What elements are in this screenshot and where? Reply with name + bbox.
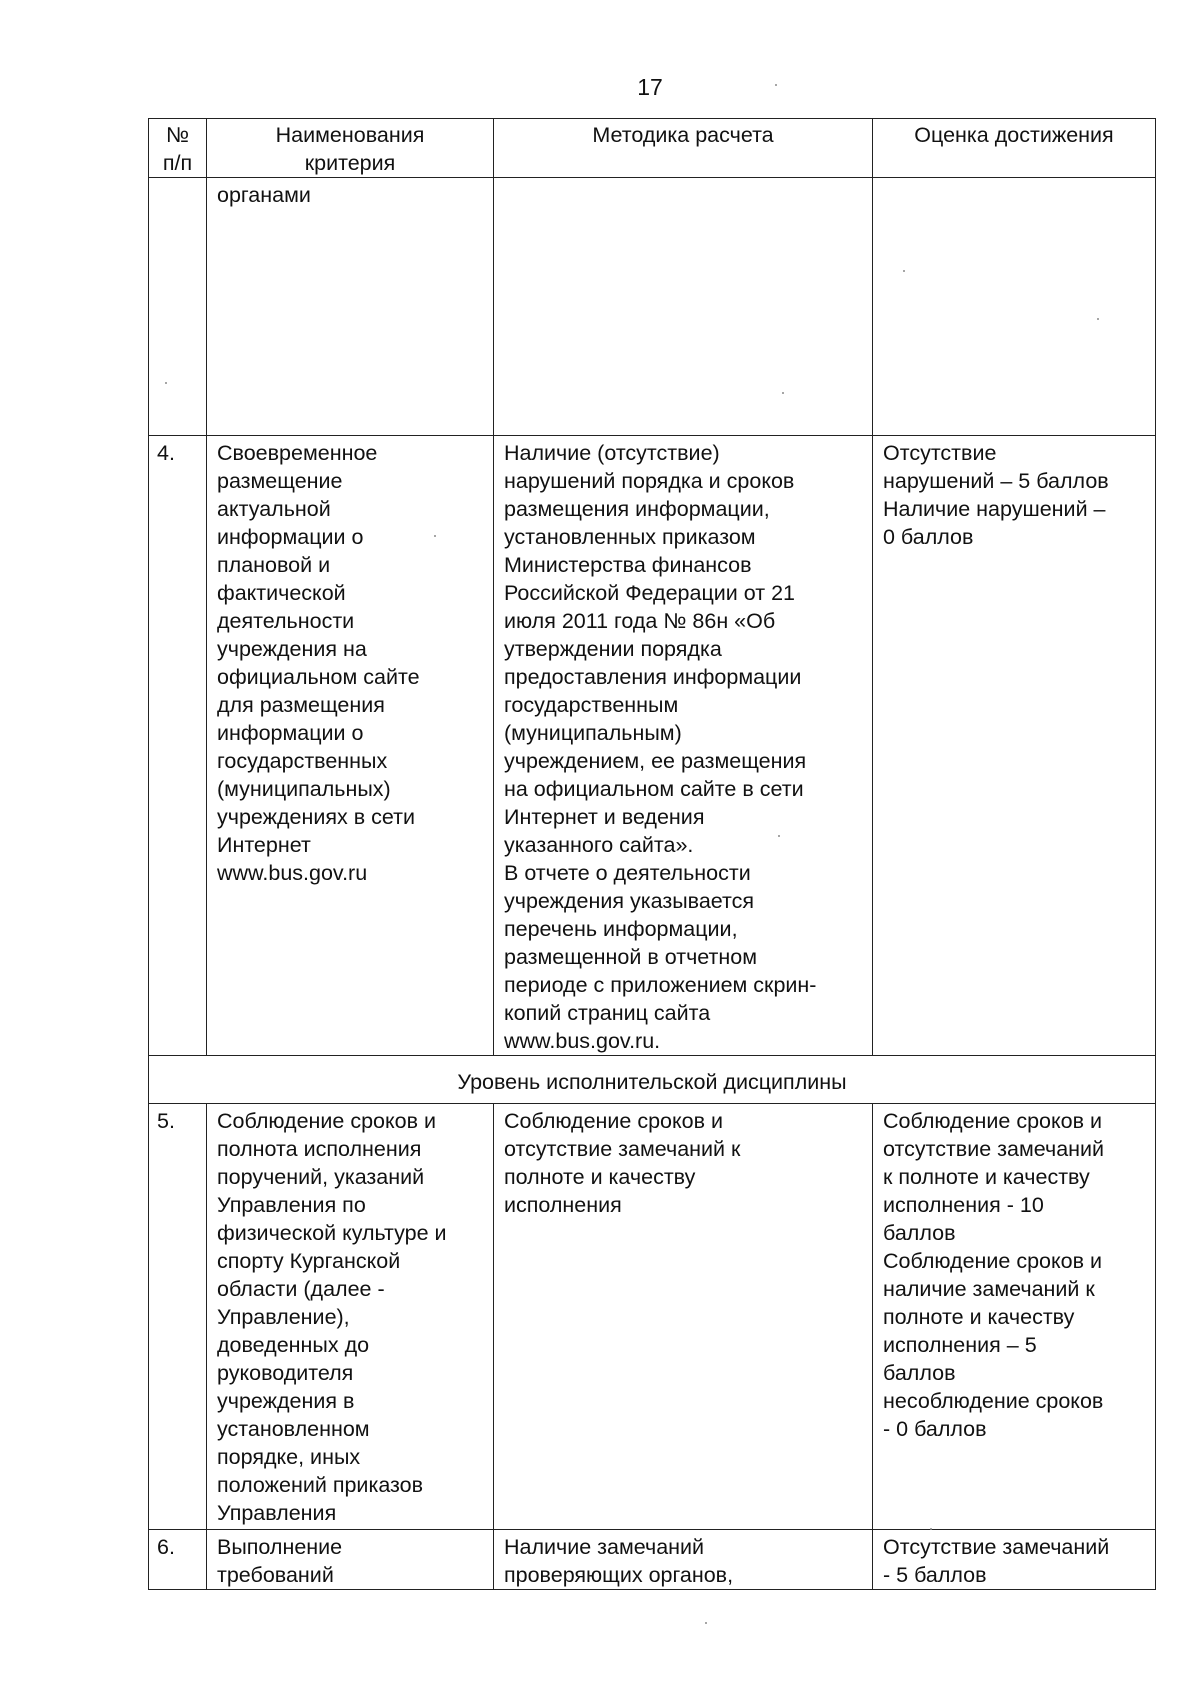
scan-speck bbox=[782, 392, 784, 394]
scan-speck bbox=[1097, 318, 1099, 320]
row-method bbox=[494, 178, 873, 436]
scan-speck bbox=[705, 1622, 707, 1624]
header-method: Методика расчета bbox=[494, 119, 873, 178]
page-number: 17 bbox=[637, 74, 663, 100]
header-score: Оценка достижения bbox=[873, 119, 1156, 178]
scan-speck bbox=[778, 835, 780, 837]
row-score: Соблюдение сроков и отсутствие замечаний к полноте и качеству исполнения - 10 баллов Соблюдение сроков и наличие замечаний к полноте и качеству исполнения – 5 баллов несоблюдение сроков - 0 баллов bbox=[873, 1104, 1156, 1530]
scan-speck bbox=[903, 270, 905, 272]
table-row bbox=[149, 436, 1156, 1056]
scan-speck bbox=[434, 535, 436, 537]
table-row bbox=[149, 1530, 1156, 1590]
row-method: Соблюдение сроков и отсутствие замечаний к полноте и качеству исполнения bbox=[494, 1104, 873, 1530]
row-criterion: органами bbox=[207, 178, 494, 436]
row-score bbox=[873, 178, 1156, 436]
table-row bbox=[149, 1104, 1156, 1530]
row-criterion: Своевременное размещение актуальной информации о плановой и фактической деятельности учреждения на официальном сайте для размещения информации о государственных (муниципальных) учреждениях в сети Интернет www.bus.gov.ru bbox=[207, 436, 494, 1056]
row-number: 6. bbox=[149, 1530, 207, 1590]
row-score: Отсутствие замечаний - 5 баллов bbox=[873, 1530, 1156, 1590]
table-row bbox=[149, 178, 1156, 436]
table-header-row bbox=[149, 119, 1156, 178]
header-criterion: Наименования критерия bbox=[207, 119, 494, 178]
row-criterion: Выполнение требований bbox=[207, 1530, 494, 1590]
row-criterion: Соблюдение сроков и полнота исполнения поручений, указаний Управления по физической культуре и спорту Курганской области (далее - Управление), доведенных до руководителя учреждения в установленном порядке, иных положений приказов Управления bbox=[207, 1104, 494, 1530]
header-number: № п/п bbox=[149, 119, 207, 178]
row-number: 4. bbox=[149, 436, 207, 1056]
row-score: Отсутствие нарушений – 5 баллов Наличие нарушений – 0 баллов bbox=[873, 436, 1156, 1056]
row-number bbox=[149, 178, 207, 436]
criteria-table bbox=[148, 118, 1156, 1590]
scan-speck bbox=[930, 1528, 932, 1530]
section-heading: Уровень исполнительской дисциплины bbox=[149, 1056, 1156, 1104]
scan-speck bbox=[775, 84, 777, 86]
section-row bbox=[149, 1056, 1156, 1104]
row-method: Наличие (отсутствие) нарушений порядка и сроков размещения информации, установленных приказом Министерства финансов Российской Федерации от 21 июля 2011 года № 86н «Об утверждении порядка предоставления информации государственным (муниципальным) учреждением, ее размещения на официальном сайте в сети Интернет и ведения указанного сайта». В отчете о деятельности учреждения указывается перечень информации, размещенной в отчетном периоде с приложением скрин- копий страниц сайта www.bus.gov.ru. bbox=[494, 436, 873, 1056]
row-number: 5. bbox=[149, 1104, 207, 1530]
scan-speck bbox=[165, 382, 167, 384]
row-method: Наличие замечаний проверяющих органов, bbox=[494, 1530, 873, 1590]
